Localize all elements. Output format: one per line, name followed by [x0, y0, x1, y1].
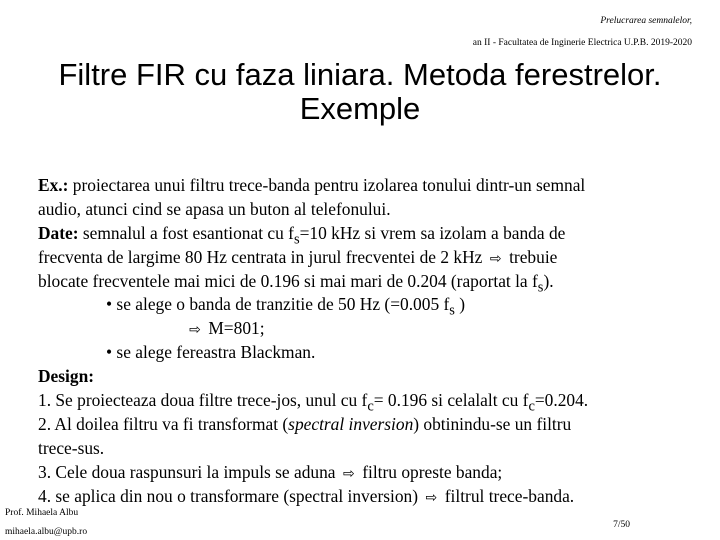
design-step-1: 1. Se proiecteaza doua filtre trece-jos, unul cu $f_c= 0.196$ si celalalt cu $f_c=0.204$. — [38, 390, 589, 415]
data-line-2: frecventa de largime 80 Hz centrata in jurul frecventei de 2 kHz ⇨ trebuie — [38, 246, 708, 270]
design-step-2-cont: trece-sus. — [38, 437, 105, 458]
data-line-1: Date: semnalul a fost esantionat cu $f_s=10$ kHz si vrem sa izolam a banda de — [38, 222, 566, 248]
implies-arrow-icon: ⇨ — [342, 465, 355, 482]
title-line-1: Filtre FIR cu faza liniara. Metoda ferestrelor. — [58, 57, 662, 92]
title-line-2: Exemple — [299, 91, 421, 126]
implies-arrow-icon: ⇨ — [425, 489, 438, 506]
course-info: an II - Facultatea de Inginerie Electrica U.P.B. 2019-2020 — [472, 38, 692, 48]
slide-body — [38, 174, 708, 508]
slide-title — [0, 58, 720, 126]
example-line-2: audio, atunci cind se apasa un buton al telefonului. — [38, 198, 391, 219]
data-line-3: blocate frecventele mai mici de 0.196 si mai mari de 0.204 (raportat la $f_s$). — [38, 270, 554, 296]
footer-email: mihaela.albu@upb.ro — [5, 527, 88, 537]
footer-author: Prof. Mihaela Albu — [5, 508, 79, 518]
design-step-2: 2. Al doilea filtru va fi transformat (spectral inversion) obtinindu-se un filtru — [38, 413, 572, 434]
design-step-4: 4. se aplica din nou o transformare (spectral inversion) ⇨ filtrul trece-banda. — [38, 485, 708, 509]
example-label: Ex.: — [38, 175, 69, 195]
design-heading: Design: — [38, 366, 95, 387]
implies-arrow-icon: ⇨ — [189, 322, 201, 339]
example-line-1: Ex.: proiectarea unui filtru trece-banda pentru izolarea tonului dintr-un semnal — [38, 175, 586, 195]
bullet-window: • se alege fereastra Blackman. — [106, 342, 316, 363]
course-name: Prelucrarea semnalelor, — [600, 16, 692, 26]
data-label: Date: — [38, 222, 79, 243]
design-step-3: 3. Cele doua raspunsuri la impuls se aduna ⇨ filtru opreste banda; — [38, 461, 708, 485]
bullet-transition-band: • se alege o banda de tranzitie de 50 Hz (=0.005 $f_s$ ) — [106, 294, 466, 319]
order-line: ⇨ M=801; — [38, 317, 708, 341]
page-number: 7/50 — [613, 520, 630, 530]
implies-arrow-icon: ⇨ — [489, 250, 502, 267]
